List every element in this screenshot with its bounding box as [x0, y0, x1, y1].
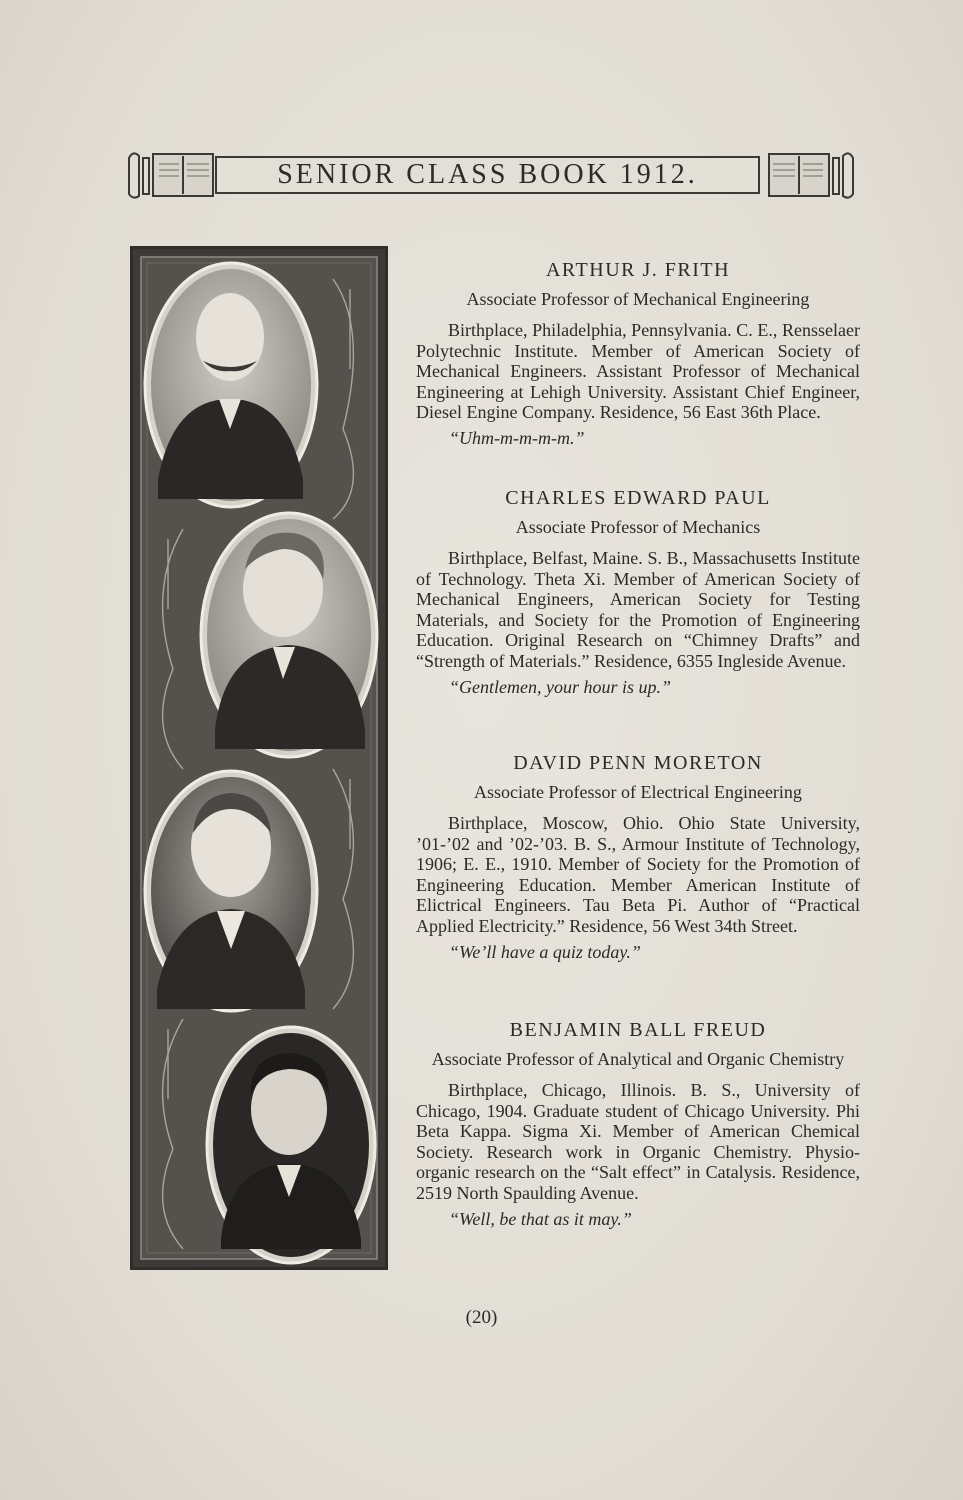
- page-number: (20): [465, 1307, 498, 1328]
- faculty-bio: Birthplace, Belfast, Maine. S. B., Massachusetts Institute of Technology. Theta Xi. Member of American Society of Mechanical Engineers, American Society for Testing Materials, and Society for the Promotion of Engineering Education. Original Research on “Chimney Drafts” and “Strength of Materials.” Residence, 6355 Ingleside Avenue.: [416, 548, 860, 671]
- header-banner: [125, 148, 857, 202]
- faculty-title: Associate Professor of Analytical and Organic Chemistry: [431, 1049, 845, 1069]
- faculty-bio: Birthplace, Chicago, Illinois. B. S., University of Chicago, 1904. Graduate student of Chicago University. Phi Beta Kappa. Sigma Xi. Member of American Chemical Society. Research work in Organic Chemistry. Physio-organic research on the “Salt effect” in Catalysis. Residence, 2519 North Spaulding Avenue.: [416, 1080, 860, 1203]
- portrait-moreton: [145, 771, 317, 1011]
- faculty-name: CHARLES EDWARD PAUL: [505, 487, 771, 509]
- portrait-freud: [207, 1027, 375, 1263]
- entry-moreton: [416, 751, 860, 963]
- title-scroll: [215, 156, 760, 194]
- entry-freud: [416, 1018, 860, 1230]
- entry-frith: [416, 258, 860, 449]
- faculty-bio: Birthplace, Moscow, Ohio. Ohio State University, ’01-’02 and ’02-’03. B. S., Armour Institute of Technology, 1906; E. E., 1910. Member of Society for the Promotion of Engineering Education. Member American Institute of Elictrical Engineers. Tau Beta Pi. Author of “Practical Applied Electricity.” Residence, 56 West 34th Street.: [416, 813, 860, 936]
- open-book-ornament-right: [767, 148, 857, 202]
- faculty-name: ARTHUR J. FRITH: [545, 259, 731, 281]
- faculty-quote: “We’ll have a quiz today.”: [449, 941, 641, 962]
- class-book-title: SENIOR CLASS BOOK 1912.: [277, 159, 698, 190]
- faculty-title: Associate Professor of Mechanics: [515, 517, 761, 537]
- faculty-quote: “Uhm-m-m-m-m.”: [449, 427, 585, 448]
- faculty-quote: “Gentlemen, your hour is up.”: [449, 676, 671, 697]
- faculty-bio: Birthplace, Philadelphia, Pennsylvania. C. E., Rensselaer Polytechnic Institute. Member of American Society of Mechanical Engineers. Assistant Professor of Mechanical Engineering at Lehigh University. Assistant Chief Engineer, Diesel Engine Company. Residence, 56 East 36th Place.: [416, 320, 860, 423]
- faculty-title: Associate Professor of Electrical Engineering: [474, 782, 802, 802]
- faculty-name: DAVID PENN MORETON: [513, 752, 763, 774]
- entry-paul: [416, 486, 860, 698]
- portrait-paul: [201, 513, 377, 757]
- faculty-quote: “Well, be that as it may.”: [449, 1208, 632, 1229]
- portrait-column: [130, 246, 388, 1270]
- faculty-name: BENJAMIN BALL FREUD: [509, 1019, 767, 1041]
- portrait-frith: [145, 263, 317, 507]
- open-book-ornament-left: [125, 148, 215, 202]
- faculty-title: Associate Professor of Mechanical Engineering: [466, 289, 810, 309]
